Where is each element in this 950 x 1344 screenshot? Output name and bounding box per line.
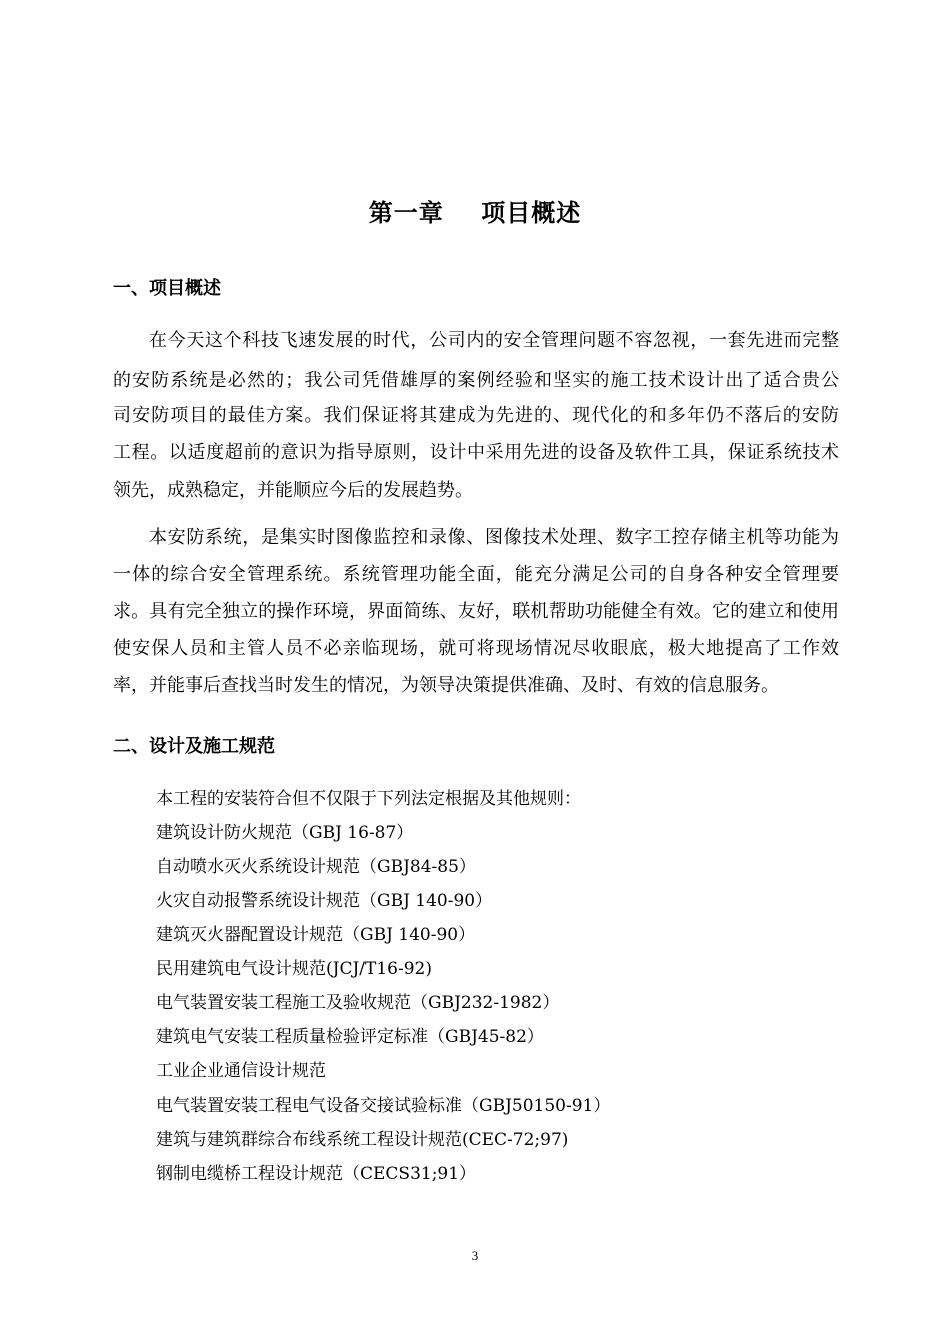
paragraph-line: 率，并能事后查找当时发生的情况，为领导决策提供准确、及时、有效的信息服务。 bbox=[113, 675, 779, 696]
section-heading-overview: 一、项目概述 bbox=[113, 278, 221, 299]
page-number: 3 bbox=[471, 1248, 479, 1263]
standard-item: 火灾自动报警系统设计规范（GBJ 140-90） bbox=[156, 891, 493, 911]
standard-item: 工业企业通信设计规范 bbox=[156, 1061, 326, 1081]
standards-intro: 本工程的安装符合但不仅限于下列法定根据及其他规则： bbox=[156, 789, 581, 809]
standard-item: 自动喷水灭火系统设计规范（GBJ84-85） bbox=[156, 857, 476, 877]
standard-item: 建筑灭火器配置设计规范（GBJ 140-90） bbox=[156, 925, 476, 945]
paragraph-line: 求。具有完全独立的操作环境，界面简练、友好，联机帮助功能健全有效。它的建立和使用 bbox=[113, 601, 839, 622]
paragraph-line: 使安保人员和主管人员不必亲临现场，就可将现场情况尽收眼底，极大地提高了工作效 bbox=[113, 638, 839, 659]
section-heading-standards: 二、设计及施工规范 bbox=[113, 736, 275, 757]
paragraph-line: 领先，成熟稳定，并能顺应今后的发展趋势。 bbox=[113, 480, 473, 501]
paragraph-line: 的安防系统是必然的；我公司凭借雄厚的案例经验和坚实的施工技术设计出了适合贵公 bbox=[113, 370, 839, 391]
paragraph-line: 本安防系统，是集实时图像监控和录像、图像技术处理、数字工控存储主机等功能为 bbox=[149, 527, 839, 548]
paragraph-line: 司安防项目的最佳方案。我们保证将其建成为先进的、现代化的和多年仍不落后的安防 bbox=[113, 405, 839, 426]
standard-item: 建筑电气安装工程质量检验评定标准（GBJ45-82） bbox=[156, 1027, 544, 1047]
paragraph-line: 在今天这个科技飞速发展的时代，公司内的安全管理问题不容忽视，一套先进而完整 bbox=[149, 330, 839, 351]
standard-item: 民用建筑电气设计规范(JCJ/T16-92) bbox=[156, 959, 432, 979]
paragraph-line: 一体的综合安全管理系统。系统管理功能全面，能充分满足公司的自身各种安全管理要 bbox=[113, 564, 839, 585]
standard-item: 电气装置安装工程施工及验收规范（GBJ232-1982） bbox=[156, 993, 560, 1013]
standard-item: 电气装置安装工程电气设备交接试验标准（GBJ50150-91） bbox=[156, 1096, 611, 1116]
standard-item: 钢制电缆桥工程设计规范（CECS31;91） bbox=[156, 1164, 477, 1184]
paragraph-line: 工程。以适度超前的意识为指导原则，设计中采用先进的设备及软件工具，保证系统技术 bbox=[113, 442, 839, 463]
chapter-title: 第一章 项目概述 bbox=[368, 199, 582, 227]
standard-item: 建筑与建筑群综合布线系统工程设计规范(CEC-72;97) bbox=[156, 1130, 569, 1150]
standard-item: 建筑设计防火规范（GBJ 16-87） bbox=[156, 823, 414, 843]
